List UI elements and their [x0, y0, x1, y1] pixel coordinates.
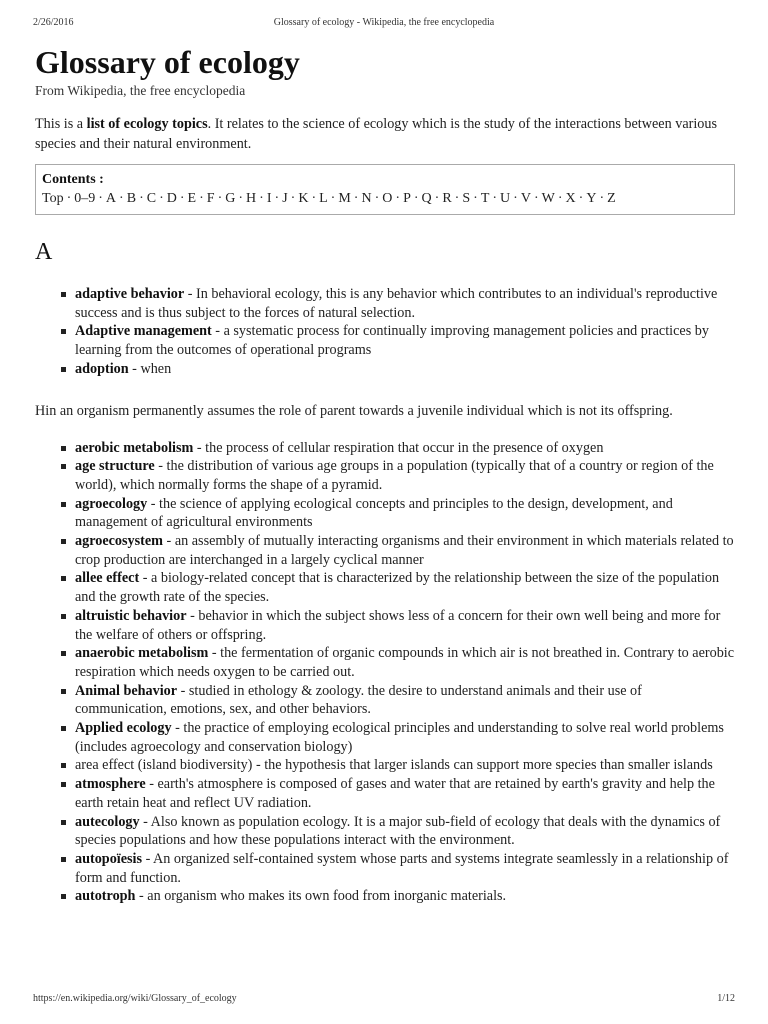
toc-separator: ·: [599, 191, 605, 206]
toc-separator: ·: [454, 191, 460, 206]
glossary-term-link[interactable]: aerobic metabolism: [75, 439, 194, 456]
glossary-term-link[interactable]: allee effect: [75, 570, 140, 587]
glossary-term-link[interactable]: Applied ecology: [75, 720, 172, 737]
toc-separator: ·: [473, 191, 478, 206]
glossary-entry: [75, 644, 735, 681]
toc-link[interactable]: R: [442, 191, 452, 206]
toc-link[interactable]: T: [480, 191, 490, 206]
toc-link[interactable]: Top: [42, 191, 64, 206]
toc-link[interactable]: V: [520, 191, 531, 206]
bullet-icon: [61, 502, 66, 507]
toc-link[interactable]: A: [105, 191, 117, 206]
glossary-definition: - studied in ethology & zoology. the desire to understand animals and their use of communication, emotions, sex, and other behaviors.: [75, 682, 642, 718]
print-date: 2/26/2016: [33, 17, 74, 28]
glossary-definition: - the distribution of various age groups in a population (typically that of a country or region of the world), which normally forms the shape of a pyramid.: [75, 458, 714, 493]
glossary-definition: area effect (island biodiversity) - the hypothesis that larger islands can support more species than smaller islands: [75, 757, 713, 774]
glossary-entry: [75, 322, 735, 359]
tagline: From Wikipedia, the free encyclopedia: [35, 83, 246, 98]
bullet-icon: [61, 446, 66, 451]
toc-link[interactable]: L: [319, 191, 328, 206]
glossary-entry: [75, 887, 735, 906]
page-title: Glossary of ecology: [35, 44, 300, 80]
table-of-contents: [35, 164, 735, 215]
toc-separator: ·: [311, 191, 317, 206]
toc-link[interactable]: G: [225, 191, 236, 206]
toc-separator: ·: [274, 191, 280, 206]
bullet-icon: [61, 651, 66, 656]
glossary-definition: - a systematic process for continually improving management policies and practices by learning from the outcomes of operational programs: [75, 323, 709, 359]
toc-link[interactable]: H: [246, 191, 257, 206]
toc-separator: ·: [533, 191, 539, 206]
glossary-entry: [75, 285, 735, 322]
print-url: https://en.wikipedia.org/wiki/Glossary_of_ecology: [33, 993, 237, 1004]
toc-link[interactable]: X: [565, 191, 576, 206]
toc-link[interactable]: P: [403, 191, 411, 206]
adoption-continuation-paragraph: Hin an organism permanently assumes the role of parent towards a juvenile individual which is not its offspring.: [35, 402, 673, 419]
bullet-icon: [61, 539, 66, 544]
toc-link[interactable]: F: [206, 191, 215, 206]
glossary-entry: [75, 532, 735, 569]
glossary-entry: [75, 569, 735, 606]
print-footer: [33, 993, 735, 1007]
glossary-term-link[interactable]: Animal behavior: [75, 682, 178, 699]
toc-link[interactable]: N: [361, 191, 372, 206]
toc-link[interactable]: I: [266, 191, 272, 206]
toc-link[interactable]: B: [126, 191, 137, 206]
glossary-entry: [75, 607, 735, 644]
bullet-icon: [61, 367, 66, 372]
toc-separator: ·: [238, 191, 244, 206]
bullet-icon: [61, 726, 66, 731]
bullet-icon: [61, 763, 66, 768]
glossary-definition: - the process of cellular respiration that occur in the presence of oxygen: [193, 439, 604, 456]
toc-link[interactable]: Q: [421, 191, 432, 206]
glossary-term-link[interactable]: autotroph: [75, 888, 136, 905]
bullet-icon: [61, 820, 66, 825]
toc-links: [42, 189, 728, 208]
toc-separator: ·: [259, 191, 264, 206]
toc-separator: ·: [413, 191, 419, 206]
glossary-term-link[interactable]: agroecology: [75, 495, 148, 512]
glossary-definition: - An organized self-contained system whose parts and systems integrate seamlessly in a relationship of form and function.: [75, 850, 729, 886]
toc-separator: ·: [330, 191, 336, 206]
page-number: 1/12: [717, 993, 735, 1004]
toc-separator: ·: [578, 191, 584, 206]
toc-link[interactable]: 0–9: [74, 191, 96, 206]
glossary-definition: - earth's atmosphere is composed of gases and water that are retained by earth's gravity and help the earth retain heat and reflect UV radiation.: [75, 776, 715, 811]
glossary-entry: [75, 850, 735, 887]
toc-separator: ·: [159, 191, 164, 206]
bullet-icon: [61, 292, 66, 297]
glossary-entry: [75, 439, 735, 458]
bullet-icon: [61, 894, 66, 899]
toc-link[interactable]: U: [500, 191, 511, 206]
toc-link[interactable]: M: [338, 191, 351, 206]
glossary-definition: - an organism who makes its own food from inorganic materials.: [135, 888, 507, 905]
glossary-list: [35, 439, 735, 907]
glossary-term-link[interactable]: autopoïesis: [75, 850, 143, 867]
glossary-term-link[interactable]: adaptive behavior: [75, 286, 185, 302]
intro-paragraph: [35, 114, 735, 154]
glossary-term-link[interactable]: autecology: [75, 813, 140, 830]
glossary-definition: - when: [128, 360, 172, 377]
toc-link[interactable]: Z: [607, 191, 616, 206]
toc-link[interactable]: J: [282, 191, 288, 206]
toc-separator: ·: [492, 191, 498, 206]
bullet-icon: [61, 857, 66, 862]
glossary-definition: - In behavioral ecology, this is any behavior which contributes to an individual's reproductive success and is thus subject to the forces of natural selection.: [75, 286, 718, 321]
article-content: [35, 42, 735, 906]
glossary-term-link[interactable]: Adaptive management: [75, 323, 212, 340]
glossary-entry: [75, 360, 735, 379]
toc-link[interactable]: O: [382, 191, 393, 206]
glossary-term-link[interactable]: atmosphere: [75, 776, 146, 793]
glossary-list: [35, 285, 735, 379]
glossary-term-link[interactable]: anaerobic metabolism: [75, 645, 209, 662]
glossary-definition: - the fermentation of organic compounds in which air is not breathed in. Contrary to aerobic respiration which needs oxygen to be carried out.: [75, 645, 735, 680]
glossary-entry: [75, 756, 735, 775]
toc-separator: ·: [199, 191, 204, 206]
toc-link[interactable]: C: [146, 191, 157, 206]
bullet-icon: [61, 329, 66, 334]
glossary-term-link[interactable]: agroecosystem: [75, 533, 163, 550]
glossary-definition: - behavior in which the subject shows less of a concern for their own well being and more for the welfare of others or offspring.: [75, 607, 721, 643]
glossary-term-link[interactable]: altruistic behavior: [75, 607, 187, 624]
bullet-icon: [61, 782, 66, 787]
intro-text-after: . It relates to the science of ecology which is the study of the interactions between various species and their natural environment.: [35, 116, 717, 152]
toc-title: Contents :: [42, 172, 104, 187]
toc-separator: ·: [217, 191, 223, 206]
toc-separator: ·: [395, 191, 401, 206]
print-header: [33, 17, 735, 31]
bullet-icon: [61, 689, 66, 694]
toc-link[interactable]: W: [541, 191, 555, 206]
section-heading-a: A: [35, 239, 53, 265]
glossary-entry: [75, 775, 735, 812]
glossary-definition: - an assembly of mutually interacting organisms and their environment in which materials related to crop production are interchanged in a largely cyclical manner: [75, 533, 734, 568]
toc-separator: ·: [290, 191, 296, 206]
glossary-term-link[interactable]: age structure: [75, 458, 155, 475]
toc-separator: ·: [179, 191, 185, 206]
bullet-icon: [61, 576, 66, 581]
intro-text-before: This is a: [35, 116, 87, 132]
toc-separator: ·: [119, 191, 124, 206]
glossary-entry: [75, 457, 735, 494]
glossary-definition: - the practice of employing ecological principles and understanding to solve real world problems (includes agroecology and conservation biology): [75, 720, 724, 755]
toc-separator: ·: [434, 191, 440, 206]
print-page-title: Glossary of ecology - Wikipedia, the free encyclopedia: [273, 17, 495, 28]
toc-link[interactable]: S: [462, 191, 471, 206]
glossary-entry: [75, 813, 735, 850]
glossary-definition: - a biology-related concept that is characterized by the relationship between the size of the population and the growth rate of the species.: [75, 570, 720, 606]
toc-separator: ·: [374, 191, 380, 206]
glossary-entry: [75, 495, 735, 532]
toc-separator: ·: [557, 191, 563, 206]
glossary-entry: [75, 682, 735, 719]
toc-separator: ·: [98, 191, 103, 206]
bullet-icon: [61, 464, 66, 469]
toc-link[interactable]: K: [298, 191, 309, 206]
toc-separator: ·: [513, 191, 518, 206]
toc-link[interactable]: D: [166, 191, 177, 206]
glossary-term-link[interactable]: adoption: [75, 360, 129, 377]
glossary-definition: - the science of applying ecological concepts and principles to the design, development, and management of agricultural environments: [75, 495, 673, 531]
toc-link[interactable]: Y: [586, 191, 597, 206]
intro-link-list-of-ecology-topics[interactable]: list of ecology topics: [86, 116, 208, 132]
glossary-definition: - Also known as population ecology. It is a major sub-field of ecology that deals with the dynamics of species populations and how these populations interact with the environment.: [75, 813, 721, 849]
toc-separator: ·: [66, 191, 72, 206]
toc-separator: ·: [139, 191, 144, 206]
toc-separator: ·: [353, 191, 359, 206]
toc-link[interactable]: E: [187, 191, 197, 206]
glossary-entry: [75, 719, 735, 756]
bullet-icon: [61, 614, 66, 619]
